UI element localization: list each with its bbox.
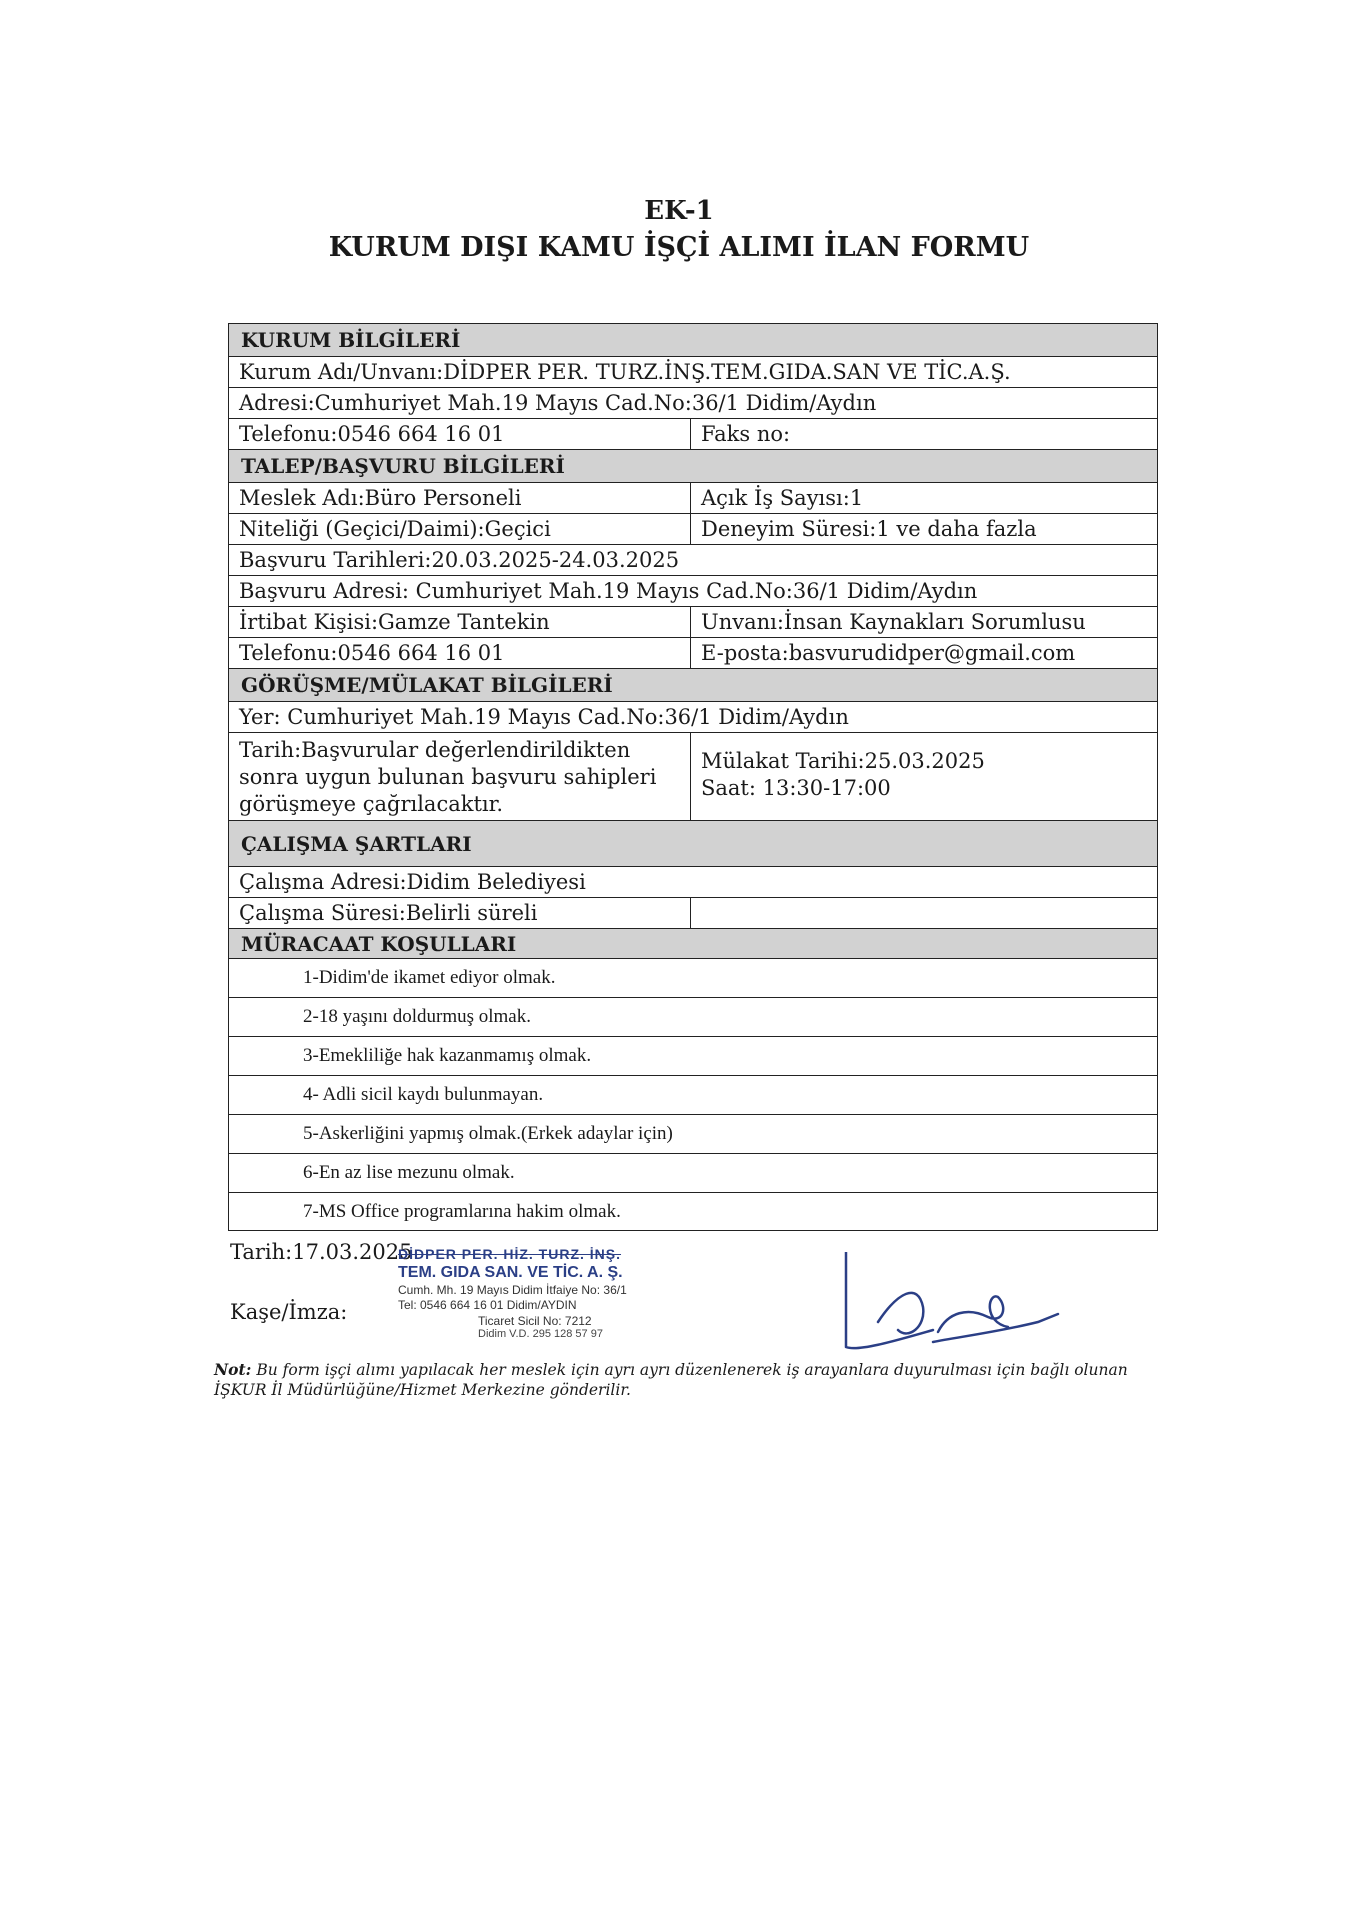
condition-item: 5-Askerliğini yapmış olmak.(Erkek adaylar için) [303, 1123, 673, 1144]
stamp-line: TEM. GIDA SAN. VE TİC. A. Ş. [398, 1264, 623, 1281]
application-address: Başvuru Adresi: Cumhuriyet Mah.19 Mayıs Cad.No:36/1 Didim/Aydın [239, 579, 978, 603]
section-header-gorusme: GÖRÜŞME/MÜLAKAT BİLGİLERİ [229, 668, 1157, 701]
condition-item: 7-MS Office programlarına hakim olmak. [303, 1201, 621, 1222]
job-nature: Niteliği (Geçici/Daimi):Geçici [229, 514, 691, 544]
condition-item: 3-Emekliliğe hak kazanmamış olmak. [303, 1045, 592, 1066]
interview-datetime [691, 733, 1157, 820]
condition-item: 2-18 yaşını doldurmuş olmak. [303, 1006, 531, 1027]
interview-time: Saat: 13:30-17:00 [701, 776, 891, 800]
work-address: Çalışma Adresi:Didim Belediyesi [239, 870, 586, 894]
interview-date: Mülakat Tarihi:25.03.2025 [701, 749, 985, 773]
contact-person: İrtibat Kişisi:Gamze Tantekin [229, 607, 691, 637]
interview-date-info: Tarih:Başvurular değerlendirildikten sonra uygun bulunan başvuru sahipleri görüşmeye çağrılacaktır. [229, 733, 691, 820]
kurum-fax: Faks no: [701, 422, 791, 446]
interview-place: Yer: Cumhuriyet Mah.19 Mayıs Cad.No:36/1 Didim/Aydın [239, 705, 849, 729]
form-date: Tarih:17.03.2025 [230, 1240, 413, 1264]
stamp-label: Kaşe/İmza: [230, 1300, 348, 1324]
stamp-line: Ticaret Sicil No: 7212 [478, 1314, 592, 1328]
application-form-table [228, 323, 1158, 1231]
openings: Açık İş Sayısı:1 [701, 486, 864, 510]
section-header-calisma: ÇALIŞMA ŞARTLARI [229, 820, 1157, 866]
condition-item: 6-En az lise mezunu olmak. [303, 1162, 515, 1183]
section-header-muracaat: MÜRACAAT KOŞULLARI [229, 928, 1157, 958]
application-dates: Başvuru Tarihleri:20.03.2025-24.03.2025 [239, 548, 680, 572]
condition-item: 1-Didim'de ikamet ediyor olmak. [303, 967, 556, 988]
kurum-phone: Telefonu:0546 664 16 01 [229, 419, 691, 449]
company-stamp [398, 1246, 648, 1340]
experience: Deneyim Süresi:1 ve daha fazla [701, 517, 1037, 541]
footnote [214, 1360, 1164, 1400]
footnote-label: Not: [214, 1360, 252, 1379]
footnote-text: Bu form işçi alımı yapılacak her meslek için ayrı ayrı düzenlenerek iş arayanlara duyurulması için bağlı olunan İŞKUR İl Müdürlüğüne/Hizmet Merkezine gönderilir. [214, 1361, 1128, 1399]
condition-item: 4- Adli sicil kaydı bulunmayan. [303, 1084, 544, 1105]
contact-phone: Telefonu:0546 664 16 01 [229, 638, 691, 668]
stamp-line: Didim V.D. 295 128 57 97 [478, 1328, 603, 1340]
kurum-name: Kurum Adı/Unvanı:DİDPER PER. TURZ.İNŞ.TEM.GIDA.SAN VE TİC.A.Ş. [239, 360, 1011, 384]
contact-email: E-posta:basvurudidper@gmail.com [701, 641, 1076, 665]
profession: Meslek Adı:Büro Personeli [229, 483, 691, 513]
section-header-talep: TALEP/BAŞVURU BİLGİLERİ [229, 449, 1157, 482]
handwritten-signature [838, 1252, 1078, 1362]
work-duration: Çalışma Süresi:Belirli süreli [229, 898, 691, 928]
stamp-line: Cumh. Mh. 19 Mayıs Didim İtfaiye No: 36/1 [398, 1283, 627, 1297]
form-code: EK-1 [644, 196, 714, 226]
form-title: KURUM DIŞI KAMU İŞÇİ ALIMI İLAN FORMU [328, 232, 1030, 263]
stamp-line: DİDPER PER. HİZ. TURZ. İNŞ. [398, 1246, 622, 1262]
section-header-kurum: KURUM BİLGİLERİ [229, 323, 1157, 356]
stamp-line: Tel: 0546 664 16 01 Didim/AYDIN [398, 1298, 577, 1312]
contact-title: Unvanı:İnsan Kaynakları Sorumlusu [701, 610, 1086, 634]
kurum-address: Adresi:Cumhuriyet Mah.19 Mayıs Cad.No:36/1 Didim/Aydın [239, 391, 877, 415]
work-duration-blank [691, 898, 1157, 928]
